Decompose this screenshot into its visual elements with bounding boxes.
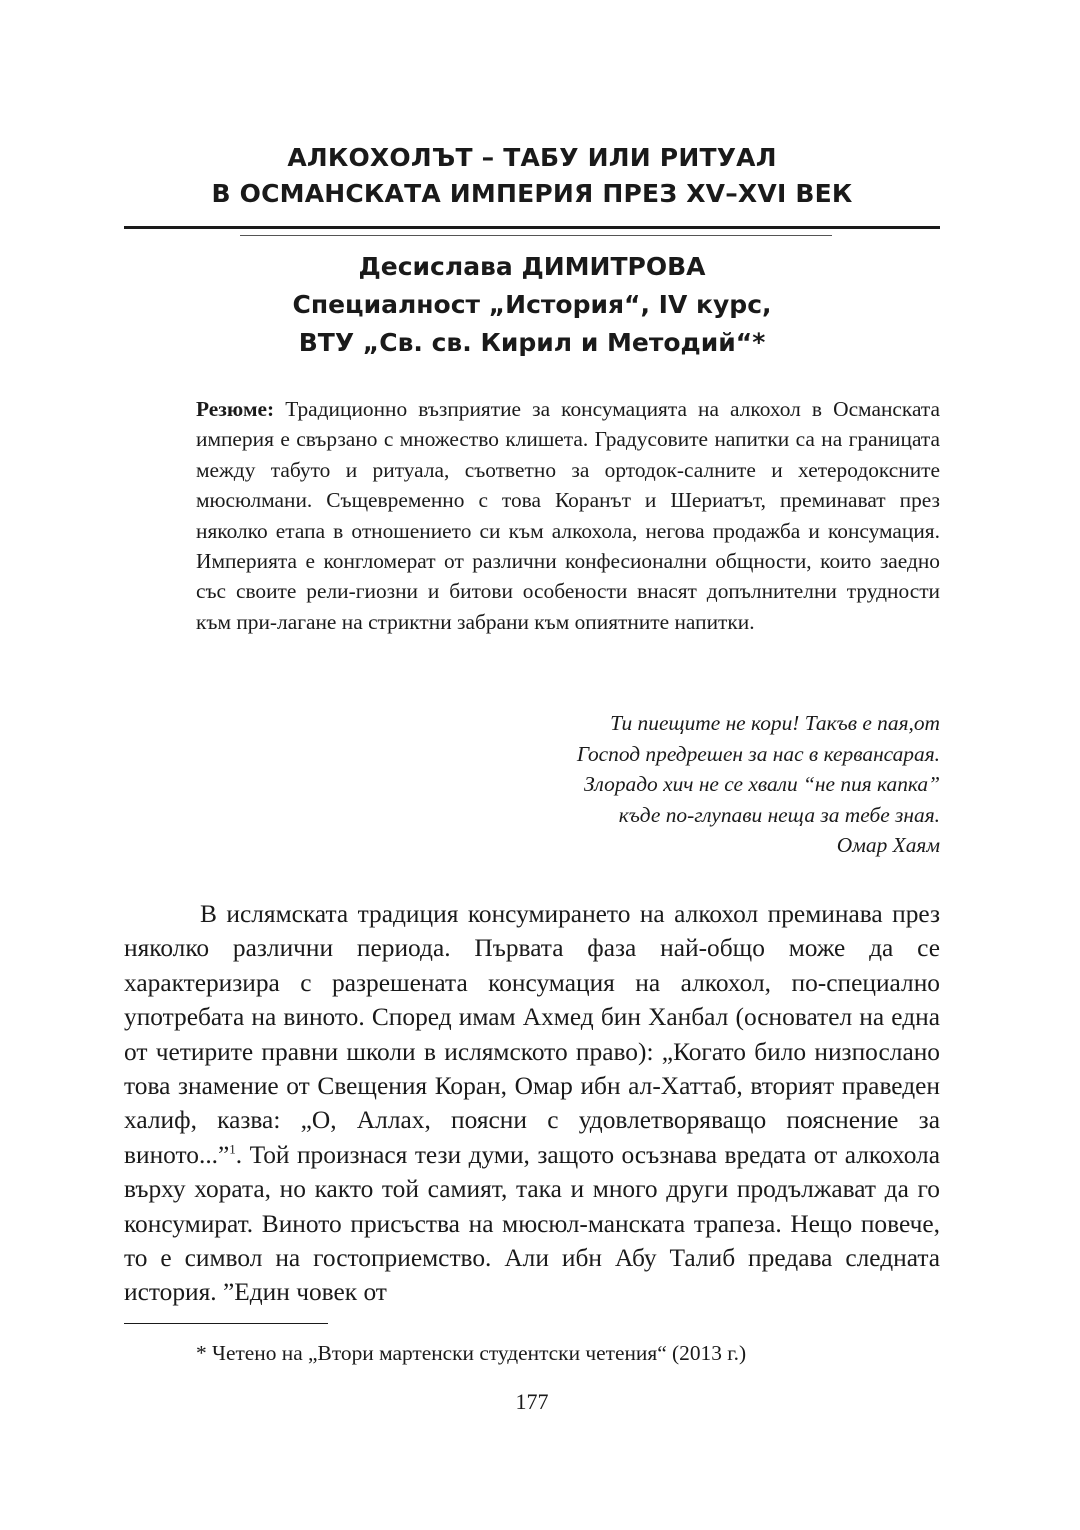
epigraph-line: Ти пиещите не кори! Такъв е пая,от xyxy=(610,711,940,735)
abstract-text: Традиционно възприятие за консумацията на алкохол в Османската империя е свързано с множество клишета. Градусовите напитки са на границата между табуто и ритуала, съответно за ортодок-салните и хетеродоксните мюсюлмани. Същевременно с това Коранът и Шериатът, преминават през няколко етапа в отношението си към алкохола, негова продажба и консумация. Империята е конгломерат от различни конфесионални общности, които заедно със своите рели-гиозни и битови особености внасят допълнителни трудности към при-лагане на стриктни забрани към опиятните напитки. xyxy=(196,397,940,634)
abstract-label: Резюме: xyxy=(196,397,275,421)
title-rule-thin xyxy=(240,235,832,236)
body-paragraph xyxy=(124,897,940,1310)
author-program: Специалност „История“, IV курс, xyxy=(292,290,772,319)
epigraph xyxy=(400,708,940,861)
abstract xyxy=(196,394,940,637)
footnote-reference[interactable]: 1 xyxy=(229,1141,236,1157)
footnote-separator xyxy=(124,1323,328,1324)
author-university: ВТУ „Св. св. Кирил и Методий“* xyxy=(298,328,766,357)
body-text-part-1: В ислямската традиция консумирането на алкохол преминава през няколко различни периода. Първата фаза най-общо може да се характеризира с разрешената консумация на алкохол, по-специално употребата на виното. Според имам Ахмед бин Ханбал (основател на една от четирите правни школи в ислямското право): „Когато било низпослано това знамение от Свещения Коран, Омар ибн ал-Хаттаб, вторият праведен халиф, казва: „О, Аллах, поясни с удовлетворяващо пояснение за виното...” xyxy=(124,900,940,1169)
title-rule-thick xyxy=(124,226,940,229)
body-text-part-2: . Той произнася тези думи, защото осъзнава вредата от алкохола върху хората, но както той самият, така и много други продължават да го консумират. Виното присъства на мюсюл-манската трапеза. Нещо повече, то е символ на гостоприемство. Али ибн Абу Талиб предава следната история. ”Един човек от xyxy=(124,1140,940,1307)
epigraph-line: Господ предрешен за нас в кервансарая. xyxy=(576,741,940,766)
epigraph-attribution: Омар Хаям xyxy=(836,833,940,858)
footnote: * Четено на „Втори мартенски студентски четения“ (2013 г.) xyxy=(196,1341,747,1365)
author-block xyxy=(124,248,940,362)
epigraph-line: Злорадо хич не се хвали “не пия капка” xyxy=(583,772,940,797)
epigraph-line: къде по-глупави неща за тебе зная. xyxy=(618,802,940,827)
page-number: 177 xyxy=(515,1389,549,1414)
title-line-2: В ОСМАНСКАТА ИМПЕРИЯ ПРЕЗ XV–XVI ВЕК xyxy=(211,179,853,208)
author-name: Десислава ДИМИТРОВА xyxy=(358,252,706,281)
article-title xyxy=(124,140,940,212)
title-line-1: АЛКОХОЛЪТ – ТАБУ ИЛИ РИТУАЛ xyxy=(287,143,777,172)
